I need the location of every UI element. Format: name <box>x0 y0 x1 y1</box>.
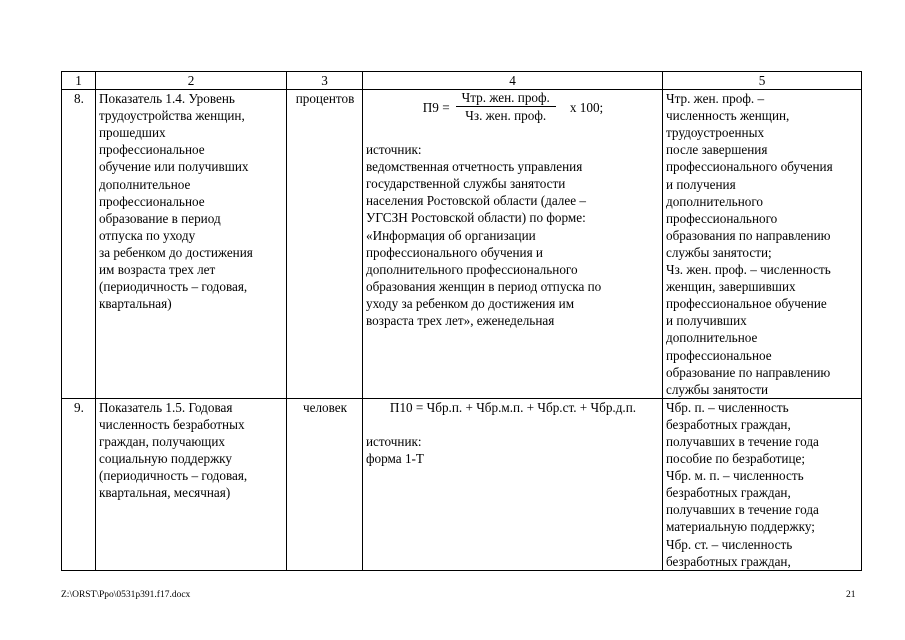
header-cell: 1 <box>62 72 96 90</box>
spacer <box>366 124 660 141</box>
unit-cell: человек <box>287 398 363 570</box>
table-header-row <box>62 72 862 90</box>
page-number: 21 <box>846 590 856 600</box>
formula-source-cell <box>363 398 663 570</box>
source-text: источник: ведомственная отчетность управления государственной службы занятости населения Ростовской области (далее – УГСЗН Ростовской области) по форме: «Информация об организации профессионального обучения и дополнительного профессионального образования женщин в период отпуска по уходу за ребенком до достижения им возраста трех лет», еженедельная <box>366 142 602 329</box>
formula-rhs: х 100; <box>569 99 604 115</box>
header-cell: 2 <box>96 72 287 90</box>
row-number: 9. <box>62 398 96 570</box>
description-cell: Чбр. п. – численность безработных граждан, получавших в течение года пособие по безработице; Чбр. м. п. – численность безработных граждан, получавших в течение года материальную поддержку; Чбр. ст. – численность безработных граждан, <box>663 398 862 570</box>
formula-denominator: Чз. жен. проф. <box>465 108 547 124</box>
unit-cell: процентов <box>287 90 363 399</box>
footer-file-path: Z:\ORST\Ppo\0531p391.f17.docx <box>61 590 191 600</box>
table-row <box>62 398 862 570</box>
row-number: 8. <box>62 90 96 399</box>
spacer <box>366 416 660 433</box>
formula-source-cell <box>363 90 663 399</box>
formula-numerator: Чтр. жен. проф. <box>456 90 556 107</box>
header-cell: 4 <box>363 72 663 90</box>
source-text: источник: форма 1-Т <box>366 433 424 466</box>
indicator-name: Показатель 1.5. Годовая численность безработных граждан, получающих социальную поддержку (периодичность – годовая, квартальная, месячная) <box>96 398 287 570</box>
header-cell: 5 <box>663 72 862 90</box>
table-row <box>62 90 862 399</box>
formula-fraction <box>456 90 556 124</box>
formula <box>366 90 660 124</box>
description-cell: Чтр. жен. проф. – численность женщин, трудоустроенных после завершения профессионального обучения и получения дополнительного профессионального образования по направлению службы занятости; Чз. жен. проф. – численность женщин, завершивших профессиональное обучение и получивших дополнительное профессиональное образование по направлению службы занятости <box>663 90 862 399</box>
indicator-table <box>61 71 862 571</box>
indicator-name: Показатель 1.4. Уровень трудоустройства женщин, прошедших профессиональное обучение или получивших дополнительное профессиональное образование в период отпуска по уходу за ребенком до достижения им возраста трех лет (периодичность – годовая, квартальная) <box>96 90 287 399</box>
formula-lhs: П9 = <box>422 99 450 115</box>
header-cell: 3 <box>287 72 363 90</box>
formula: П10 = Чбр.п. + Чбр.м.п. + Чбр.ст. + Чбр.д.п. <box>389 399 637 415</box>
